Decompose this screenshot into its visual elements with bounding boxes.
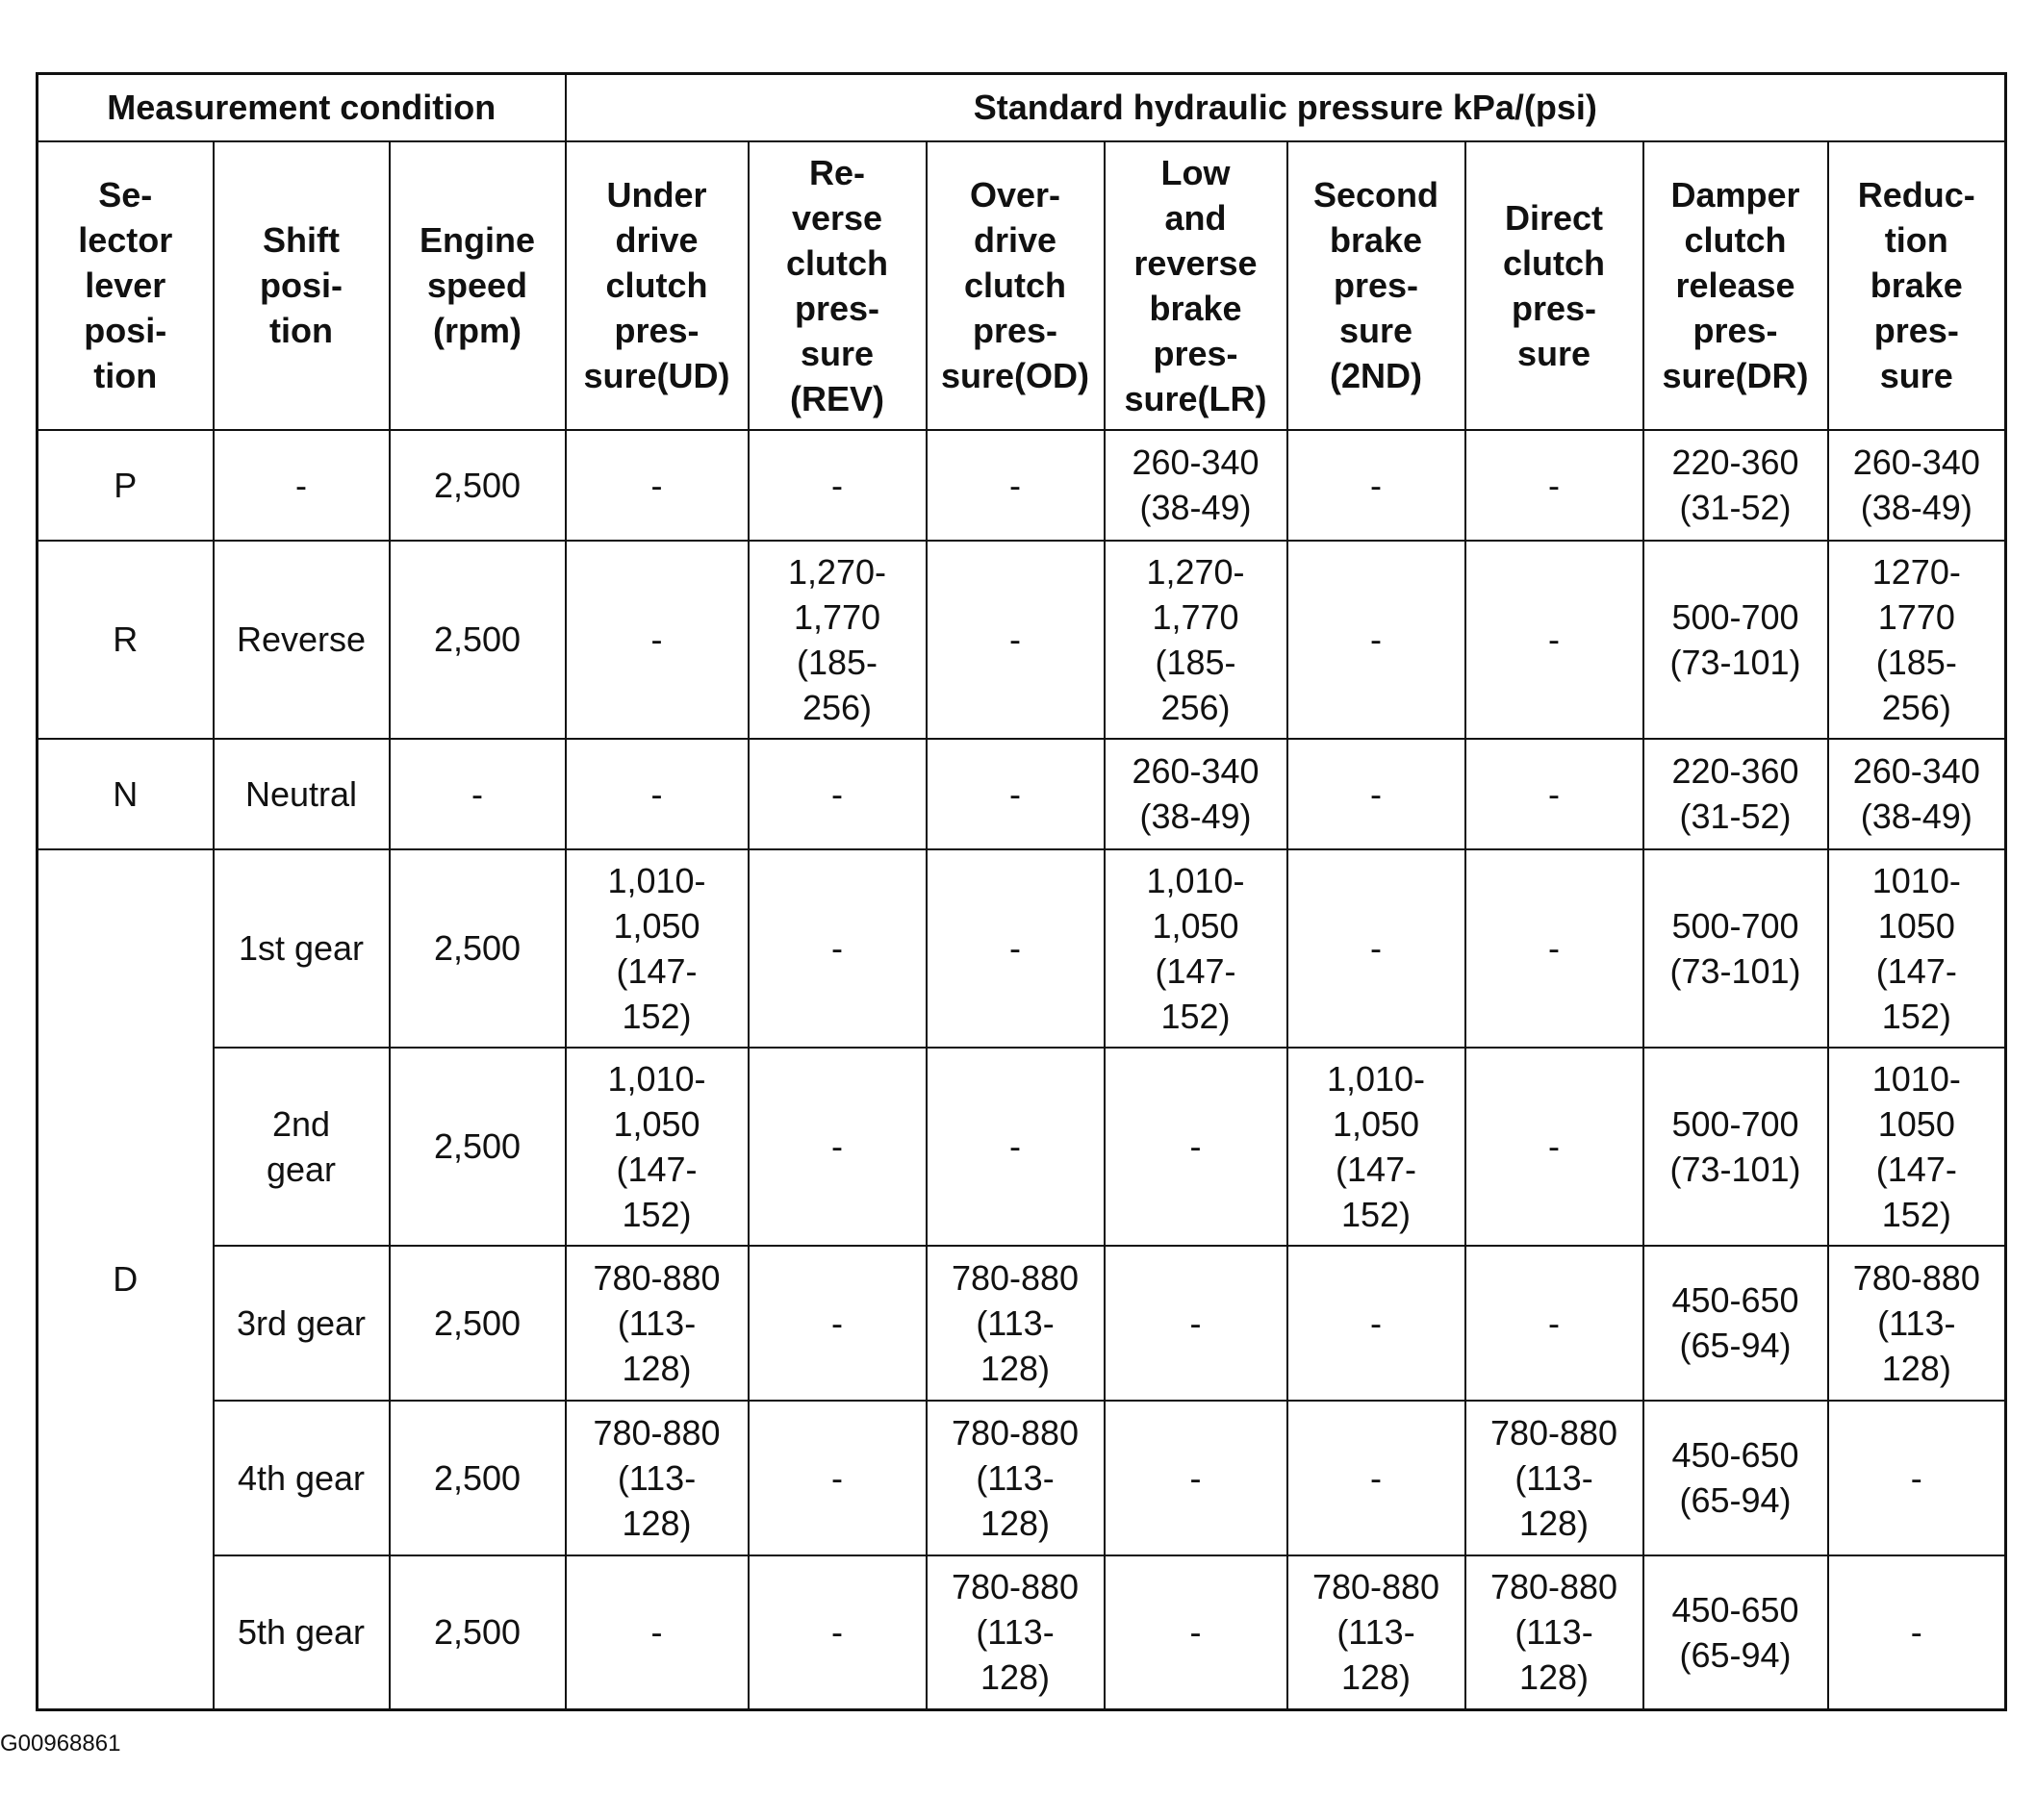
cell-dr: 450-650 (65-94) <box>1643 1246 1828 1401</box>
group-header-row <box>38 74 2006 141</box>
cell-second: 1,010- 1,050 (147- 152) <box>1287 1048 1465 1246</box>
cell-second: - <box>1287 739 1465 849</box>
cell-direct: 780-880 (113- 128) <box>1465 1555 1643 1710</box>
cell-shift: 2nd gear <box>214 1048 390 1246</box>
cell-ud: - <box>566 1555 749 1710</box>
cell-ud: 780-880 (113- 128) <box>566 1401 749 1555</box>
cell-rpm: 2,500 <box>390 541 566 739</box>
cell-lr: 1,270- 1,770 (185- 256) <box>1105 541 1287 739</box>
cell-od: 780-880 (113- 128) <box>927 1555 1105 1710</box>
table-row <box>38 849 2006 1048</box>
cell-ud: 780-880 (113- 128) <box>566 1246 749 1401</box>
cell-reduction: 1270- 1770 (185- 256) <box>1828 541 2006 739</box>
cell-rev: - <box>749 1401 927 1555</box>
cell-od: - <box>927 1048 1105 1246</box>
cell-dr: 500-700 (73-101) <box>1643 849 1828 1048</box>
cell-shift: Reverse <box>214 541 390 739</box>
cell-od: - <box>927 849 1105 1048</box>
col-header-damper-clutch-release: Damper clutch release pres- sure(DR) <box>1643 141 1828 430</box>
cell-rpm: 2,500 <box>390 1555 566 1710</box>
cell-reduction: 1010- 1050 (147- 152) <box>1828 849 2006 1048</box>
table-row <box>38 1401 2006 1555</box>
cell-lr: - <box>1105 1048 1287 1246</box>
cell-second: - <box>1287 430 1465 541</box>
hydraulic-pressure-table <box>36 72 2007 1711</box>
cell-direct: - <box>1465 541 1643 739</box>
col-header-engine-speed: Engine speed (rpm) <box>390 141 566 430</box>
table-row <box>38 541 2006 739</box>
cell-ud: - <box>566 541 749 739</box>
cell-second: - <box>1287 1246 1465 1401</box>
col-header-direct-clutch: Direct clutch pres- sure <box>1465 141 1643 430</box>
cell-dr: 500-700 (73-101) <box>1643 541 1828 739</box>
cell-dr: 220-360 (31-52) <box>1643 430 1828 541</box>
cell-reduction: - <box>1828 1401 2006 1555</box>
cell-rpm: - <box>390 739 566 849</box>
cell-shift: 4th gear <box>214 1401 390 1555</box>
column-header-row <box>38 141 2006 430</box>
cell-od: 780-880 (113- 128) <box>927 1246 1105 1401</box>
cell-dr: 450-650 (65-94) <box>1643 1401 1828 1555</box>
cell-reduction: 260-340 (38-49) <box>1828 739 2006 849</box>
cell-direct: - <box>1465 1246 1643 1401</box>
cell-reduction: 780-880 (113- 128) <box>1828 1246 2006 1401</box>
table-row <box>38 1246 2006 1401</box>
cell-dr: 500-700 (73-101) <box>1643 1048 1828 1246</box>
cell-second: - <box>1287 541 1465 739</box>
col-header-reduction-brake: Reduc- tion brake pres- sure <box>1828 141 2006 430</box>
standard-pressure-header: Standard hydraulic pressure kPa/(psi) <box>566 74 2006 141</box>
cell-lr: 1,010- 1,050 (147- 152) <box>1105 849 1287 1048</box>
cell-od: - <box>927 430 1105 541</box>
cell-selector: D <box>38 849 214 1710</box>
col-header-underdrive-clutch: Under drive clutch pres- sure(UD) <box>566 141 749 430</box>
cell-shift: 5th gear <box>214 1555 390 1710</box>
cell-second: 780-880 (113- 128) <box>1287 1555 1465 1710</box>
cell-rev: - <box>749 1246 927 1401</box>
cell-rev: - <box>749 739 927 849</box>
cell-rev: - <box>749 1048 927 1246</box>
table-row <box>38 1048 2006 1246</box>
cell-lr: - <box>1105 1401 1287 1555</box>
col-header-second-brake: Second brake pres- sure (2ND) <box>1287 141 1465 430</box>
col-header-shift-position: Shift posi- tion <box>214 141 390 430</box>
cell-reduction: - <box>1828 1555 2006 1710</box>
cell-direct: - <box>1465 739 1643 849</box>
cell-lr: 260-340 (38-49) <box>1105 739 1287 849</box>
cell-dr: 220-360 (31-52) <box>1643 739 1828 849</box>
cell-rpm: 2,500 <box>390 1246 566 1401</box>
cell-rev: - <box>749 849 927 1048</box>
cell-selector: N <box>38 739 214 849</box>
col-header-overdrive-clutch: Over- drive clutch pres- sure(OD) <box>927 141 1105 430</box>
cell-od: - <box>927 541 1105 739</box>
cell-direct: - <box>1465 849 1643 1048</box>
cell-rev: - <box>749 430 927 541</box>
cell-direct: - <box>1465 1048 1643 1246</box>
cell-od: - <box>927 739 1105 849</box>
cell-od: 780-880 (113- 128) <box>927 1401 1105 1555</box>
cell-lr: - <box>1105 1555 1287 1710</box>
cell-shift: 3rd gear <box>214 1246 390 1401</box>
cell-second: - <box>1287 849 1465 1048</box>
cell-second: - <box>1287 1401 1465 1555</box>
cell-selector: R <box>38 541 214 739</box>
cell-selector: P <box>38 430 214 541</box>
cell-lr: 260-340 (38-49) <box>1105 430 1287 541</box>
figure-id: G00968861 <box>0 1731 121 1757</box>
cell-direct: - <box>1465 430 1643 541</box>
cell-direct: 780-880 (113- 128) <box>1465 1401 1643 1555</box>
table-row <box>38 1555 2006 1710</box>
cell-ud: - <box>566 739 749 849</box>
cell-rev: - <box>749 1555 927 1710</box>
cell-ud: - <box>566 430 749 541</box>
measurement-condition-header: Measurement condition <box>38 74 566 141</box>
cell-rpm: 2,500 <box>390 1048 566 1246</box>
cell-lr: - <box>1105 1246 1287 1401</box>
table-row <box>38 430 2006 541</box>
cell-rpm: 2,500 <box>390 430 566 541</box>
cell-shift: - <box>214 430 390 541</box>
cell-rpm: 2,500 <box>390 1401 566 1555</box>
cell-shift: Neutral <box>214 739 390 849</box>
table-row <box>38 739 2006 849</box>
cell-reduction: 1010- 1050 (147- 152) <box>1828 1048 2006 1246</box>
col-header-selector-lever: Se- lector lever posi- tion <box>38 141 214 430</box>
cell-ud: 1,010- 1,050 (147- 152) <box>566 1048 749 1246</box>
col-header-reverse-clutch: Re- verse clutch pres- sure (REV) <box>749 141 927 430</box>
cell-dr: 450-650 (65-94) <box>1643 1555 1828 1710</box>
cell-reduction: 260-340 (38-49) <box>1828 430 2006 541</box>
cell-rpm: 2,500 <box>390 849 566 1048</box>
cell-rev: 1,270- 1,770 (185- 256) <box>749 541 927 739</box>
cell-ud: 1,010- 1,050 (147- 152) <box>566 849 749 1048</box>
cell-shift: 1st gear <box>214 849 390 1048</box>
col-header-low-reverse-brake: Low and reverse brake pres- sure(LR) <box>1105 141 1287 430</box>
